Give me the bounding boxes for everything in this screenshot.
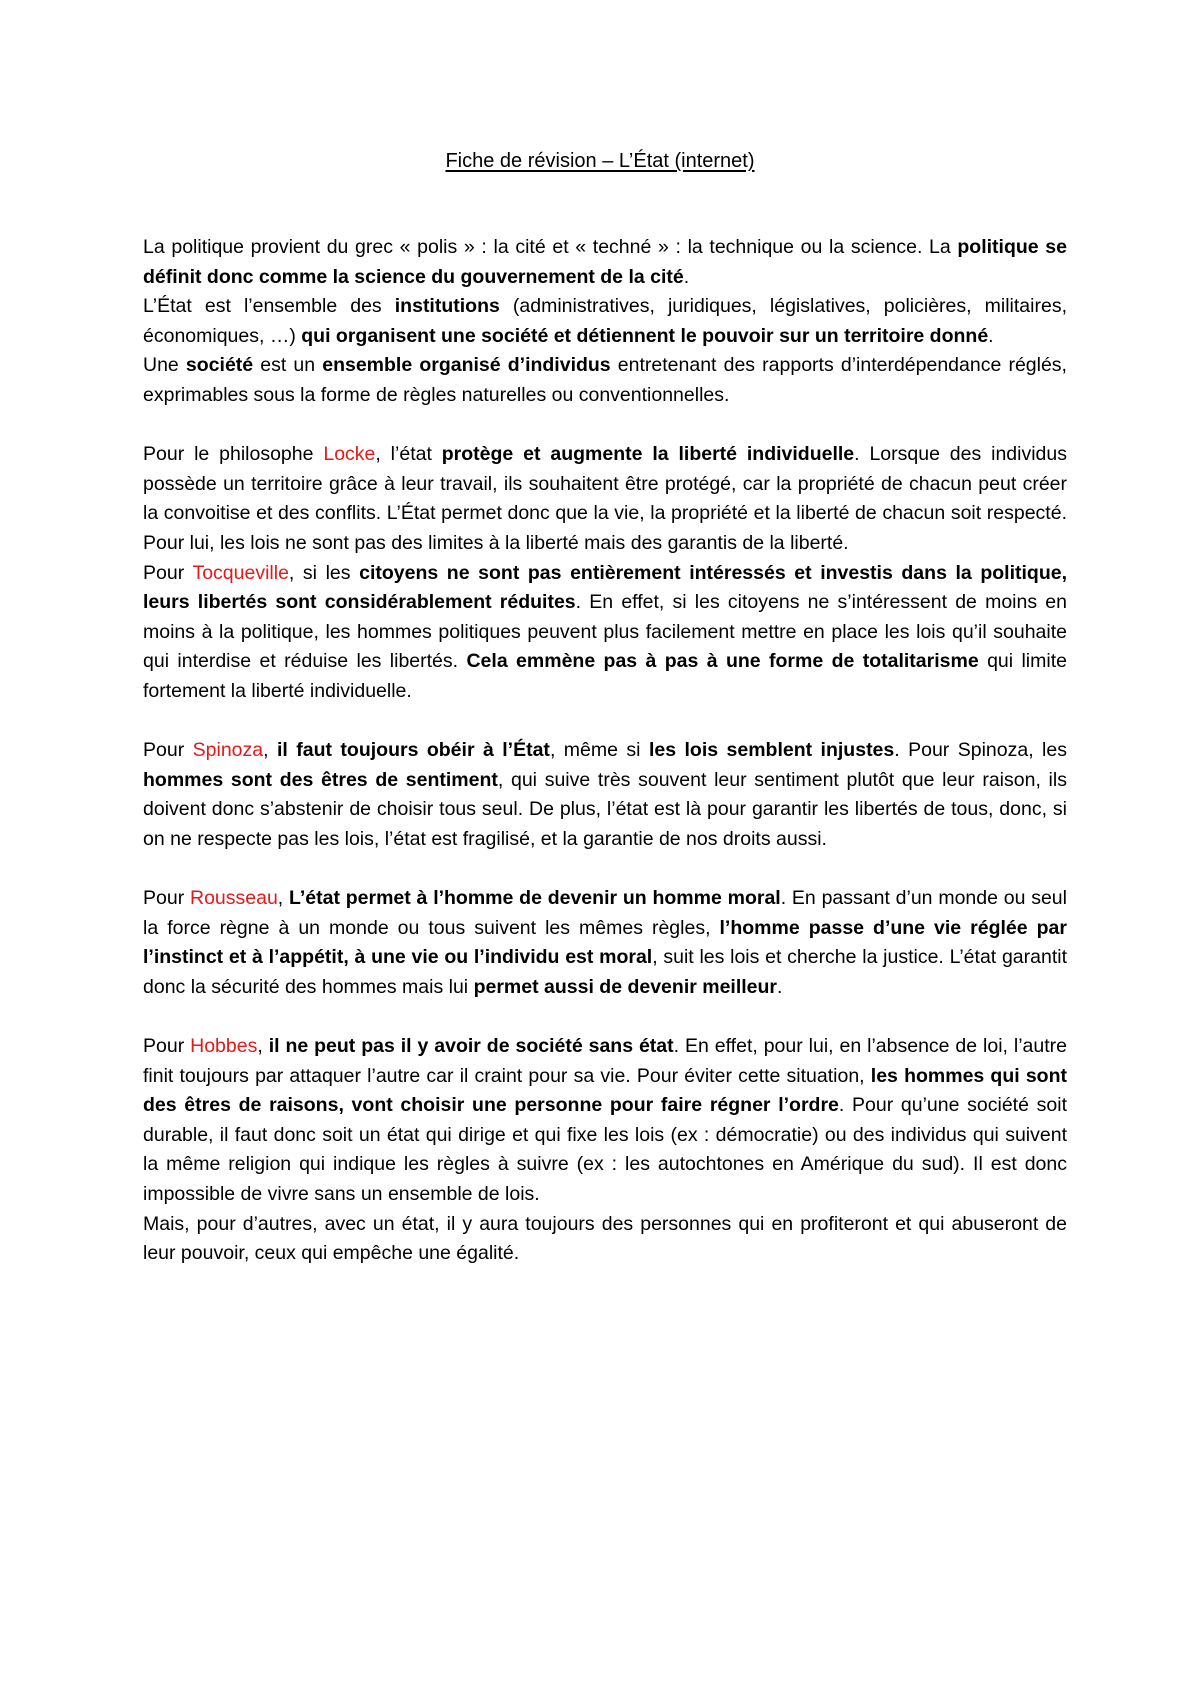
philosopher-name: Spinoza xyxy=(192,739,264,762)
bold-text: citoyens ne sont pas entièrement intéressés et investis dans la politique, leurs libertés sont considérablement réduites xyxy=(143,561,1067,614)
bold-text: qui organisent une société et détiennent le pouvoir sur un territoire donné xyxy=(301,324,989,347)
document-title: Fiche de révision – L’État (internet) xyxy=(445,150,755,172)
text-run: , suit les lois et cherche la justice. L’état garantit donc la sécurité des hommes mais lui xyxy=(143,946,1067,998)
paragraph xyxy=(143,351,1067,410)
paragraph xyxy=(143,884,1067,1002)
text-run: Pour xyxy=(143,1035,191,1058)
bold-text: institutions xyxy=(394,295,500,318)
document-body xyxy=(143,233,1067,1269)
text-run: Mais, pour d’autres, avec un état, il y aura toujours des personnes qui en profiteront et qui abuseront de leur pouvoir, ceux qui empêche une égalité. xyxy=(143,1212,1067,1265)
bold-text: protège et augmente la liberté individuelle xyxy=(441,443,855,466)
text-run: Pour xyxy=(143,887,190,910)
text-run: , qui suive très souvent leur sentiment plutôt que leur raison, ils doivent donc s’abstenir de choisir tous seul. De plus, l’état est là pour garantir les libertés de tous, donc, si on ne respecte pas les lois, l’état est fragilisé, et la garantie de nos droits aussi. xyxy=(143,768,1067,850)
bold-text: politique se définit donc comme la science du gouvernement de la cité xyxy=(143,236,1067,288)
bold-text: les lois semblent injustes xyxy=(648,739,895,762)
bold-text: permet aussi de devenir meilleur xyxy=(473,975,778,998)
text-run: , xyxy=(263,739,277,762)
paragraph-spacer xyxy=(143,1002,1067,1032)
bold-text: il faut toujours obéir à l’État xyxy=(276,739,550,762)
text-run: La politique provient du grec « polis » : la cité et « techné » : la technique ou la science. La xyxy=(143,236,958,258)
bold-text: l’homme passe d’une vie réglée par l’instinct et à l’appétit, à une vie ou l’individu est moral xyxy=(143,916,1067,969)
philosopher-name: Rousseau xyxy=(189,887,278,910)
text-run: L’État est l’ensemble des xyxy=(143,295,395,318)
text-run: . Lorsque des individus possède un territoire grâce à leur travail, ils souhaitent être protégé, car la propriété de chacun peut créer la convoitise et des conflits. L’État permet donc que la vie, la propriété et la liberté de chacun soit respecté. Pour lui, les lois ne sont pas des limites à la liberté mais des garantis de la liberté. xyxy=(143,443,1067,554)
philosopher-name: Locke xyxy=(323,443,376,466)
paragraph-spacer xyxy=(143,707,1067,737)
text-run: , même si xyxy=(549,739,649,762)
paragraph xyxy=(143,1210,1067,1269)
bold-text: il ne peut pas il y avoir de société sans état xyxy=(268,1035,674,1058)
text-run: . En passant d’un monde ou seul la force règne à un monde ou tous suivent les mêmes règles, xyxy=(143,887,1067,939)
text-run: (administratives, juridiques, législatives, policières, militaires, économiques, …) xyxy=(143,295,1067,347)
text-run: . En effet, pour lui, en l’absence de loi, l’autre finit toujours par attaquer l’autre car il craint pour sa vie. Pour éviter cette situation, xyxy=(143,1035,1068,1087)
text-run: , l’état xyxy=(375,443,442,466)
text-run: , xyxy=(257,1035,269,1058)
text-run: . xyxy=(777,975,783,998)
text-run: qui limite fortement la liberté individuelle. xyxy=(143,650,1067,702)
text-run: . En effet, si les citoyens ne s’intéressent de moins en moins à la politique, les hommes politiques peuvent plus facilement mettre en place les lois qu’il souhaite qui interdise et réduise les libertés. xyxy=(143,591,1067,673)
bold-text: Cela emmène pas à pas à une forme de totalitarisme xyxy=(466,650,979,673)
text-run: Une xyxy=(143,354,186,377)
philosopher-name: Tocqueville xyxy=(192,561,289,584)
text-run: . xyxy=(988,324,994,347)
bold-text: hommes sont des êtres de sentiment xyxy=(143,768,498,791)
text-run: . Pour Spinoza, les xyxy=(894,739,1067,762)
text-run: Pour xyxy=(143,561,193,584)
paragraph xyxy=(143,559,1067,707)
text-run: , xyxy=(277,887,290,910)
bold-text: les hommes qui sont des êtres de raisons, vont choisir une personne pour faire régner l’ordre xyxy=(143,1064,1068,1117)
paragraph xyxy=(143,440,1067,558)
text-run: entretenant des rapports d’interdépendance réglés, exprimables sous la forme de règles naturelles ou conventionnelles. xyxy=(143,354,1067,406)
text-run: Pour le philosophe xyxy=(143,443,324,466)
paragraph xyxy=(143,1032,1067,1210)
paragraph-spacer xyxy=(143,854,1067,884)
paragraph xyxy=(143,292,1067,351)
philosopher-name: Hobbes xyxy=(190,1035,258,1058)
text-run: . Pour qu’une société soit durable, il faut donc soit un état qui dirige et qui fixe les lois (ex : démocratie) ou des individus qui suivent la même religion qui indique les règles à suivre (ex : les autochtones en Amérique du sud). Il est donc impossible de vivre sans un ensemble de lois. xyxy=(143,1094,1067,1205)
paragraph-spacer xyxy=(143,411,1067,441)
text-run: Pour xyxy=(143,739,193,762)
text-run: , si les xyxy=(288,561,360,584)
paragraph xyxy=(143,233,1067,292)
paragraph xyxy=(143,736,1067,854)
bold-text: société xyxy=(185,354,254,377)
text-run: est un xyxy=(253,354,323,377)
bold-text: ensemble organisé d’individus xyxy=(322,354,611,377)
bold-text: L’état permet à l’homme de devenir un homme moral xyxy=(289,887,781,910)
text-run: . xyxy=(683,265,690,288)
